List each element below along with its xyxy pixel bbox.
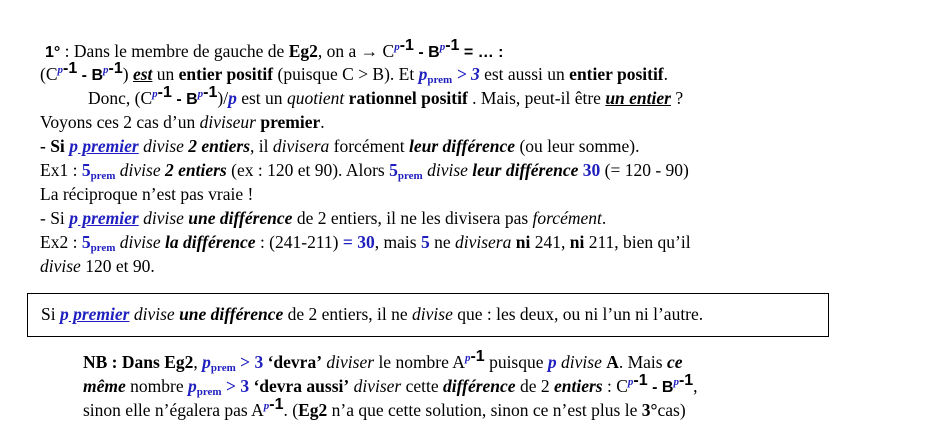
line-6 bbox=[40, 160, 689, 181]
line-10 bbox=[40, 256, 155, 277]
sub-prem: prem bbox=[397, 170, 423, 182]
nb-line-1 bbox=[83, 348, 683, 374]
text: Ex1 : bbox=[40, 160, 82, 180]
text: = … : bbox=[459, 44, 504, 61]
emphasis: diviser bbox=[322, 352, 375, 372]
line-5 bbox=[40, 136, 640, 157]
exp-p: p bbox=[673, 376, 679, 388]
text: de 2 bbox=[515, 376, 554, 396]
emphasis: entiers bbox=[554, 376, 603, 396]
exp-minus-1: -1 bbox=[470, 348, 485, 365]
p-var: p bbox=[69, 136, 78, 156]
text: (= 120 - 90) bbox=[600, 160, 689, 180]
text: Voyons ces 2 cas d’un bbox=[40, 112, 200, 132]
text: Si bbox=[41, 304, 60, 324]
text: , bbox=[693, 376, 698, 396]
text: )/ bbox=[217, 88, 229, 108]
exp-p: p bbox=[197, 88, 204, 100]
emphasis: 2 entiers bbox=[165, 160, 227, 180]
nb-line-3 bbox=[83, 396, 686, 421]
p-var: p bbox=[59, 304, 69, 324]
text: ? bbox=[670, 88, 684, 108]
text: - B bbox=[413, 44, 440, 61]
emphasis: rationnel positif bbox=[344, 88, 468, 108]
p-var: p bbox=[69, 208, 78, 228]
text: , mais bbox=[374, 232, 421, 252]
sub-prem: prem bbox=[210, 362, 236, 374]
text: (ex : 120 et 90). Alors bbox=[226, 160, 390, 180]
text: . bbox=[663, 64, 669, 84]
exp-p: p bbox=[103, 64, 109, 76]
text: : Dans le membre de gauche de bbox=[60, 41, 289, 61]
p-prem: p bbox=[202, 352, 211, 372]
text: Donc, (C bbox=[88, 88, 153, 108]
line-7 bbox=[40, 184, 253, 205]
text: 241, bbox=[530, 232, 570, 252]
exp-minus-1: -1 bbox=[63, 60, 78, 77]
text: - Si bbox=[40, 136, 70, 156]
text: , bbox=[193, 352, 203, 372]
text: 211, bien qu’il bbox=[584, 232, 691, 252]
exp-p: p bbox=[57, 64, 63, 76]
emphasis: quotient bbox=[286, 88, 345, 108]
text: . bbox=[601, 208, 607, 228]
eg2-ref: Eg2 bbox=[298, 400, 328, 420]
text: (ou leur somme). bbox=[515, 136, 640, 156]
text: divise bbox=[556, 352, 607, 372]
emphasis: ce bbox=[666, 352, 683, 372]
five: 5 bbox=[81, 232, 91, 252]
emphasis: ni bbox=[511, 232, 531, 252]
gt-3: > 3 bbox=[235, 352, 264, 372]
emphasis: ni bbox=[569, 232, 585, 252]
line-2 bbox=[40, 60, 669, 86]
p-prem: p bbox=[418, 64, 428, 84]
exp-minus-1: -1 bbox=[108, 60, 123, 77]
sub-prem: prem bbox=[90, 242, 116, 254]
text: divise bbox=[422, 160, 473, 180]
sub-prem: prem bbox=[90, 170, 116, 182]
emphasis: leur différence bbox=[408, 136, 516, 156]
text: (puisque C > B). Et bbox=[273, 64, 419, 84]
text: divise bbox=[138, 136, 189, 156]
text: NB : Dans bbox=[83, 352, 165, 372]
p-prem: p bbox=[187, 376, 197, 396]
emphasis: un entier bbox=[605, 88, 671, 108]
emphasis: 2 entiers bbox=[188, 136, 251, 156]
text: divise bbox=[138, 208, 189, 228]
text: le nombre A bbox=[374, 352, 465, 372]
eg2-ref: Eg2 bbox=[164, 352, 194, 372]
five: 5 bbox=[81, 160, 91, 180]
p-var: p bbox=[547, 352, 557, 372]
five: 5 bbox=[389, 160, 398, 180]
exp-p: p bbox=[627, 376, 634, 388]
text: . ( bbox=[283, 400, 299, 420]
emphasis: une différence bbox=[179, 304, 284, 324]
exp-minus-1: -1 bbox=[203, 84, 218, 101]
exp-p: p bbox=[152, 88, 158, 100]
text: : (241-211) bbox=[255, 232, 343, 252]
emphasis: ‘devra aussi’ bbox=[249, 376, 350, 396]
thirty: = 30 bbox=[342, 232, 375, 252]
emphasis: entier positif bbox=[178, 64, 274, 84]
emphasis: divisera bbox=[454, 232, 512, 252]
sub-prem: prem bbox=[196, 386, 222, 398]
line-3 bbox=[88, 84, 684, 110]
emphasis: diviser bbox=[349, 376, 402, 396]
text: . bbox=[320, 112, 325, 132]
text: forcément bbox=[329, 136, 409, 156]
exp-p: p bbox=[439, 41, 446, 53]
box-line bbox=[41, 304, 703, 325]
exp-minus-1: -1 bbox=[157, 84, 172, 101]
five: 5 bbox=[420, 232, 430, 252]
text: Ex2 : bbox=[40, 232, 82, 252]
text: La réciproque n’est pas vraie ! bbox=[40, 184, 254, 204]
text: divise bbox=[129, 304, 180, 324]
sub-prem: prem bbox=[427, 74, 453, 86]
line-4 bbox=[40, 112, 325, 133]
text: - B bbox=[647, 379, 674, 396]
emphasis: premier bbox=[255, 112, 321, 132]
exp-minus-1: -1 bbox=[678, 372, 694, 389]
text: divise bbox=[115, 160, 165, 180]
emphasis: une différence bbox=[188, 208, 293, 228]
emphasis: divisera bbox=[272, 136, 330, 156]
line-9 bbox=[40, 232, 691, 253]
text: ne bbox=[429, 232, 455, 252]
text: cette bbox=[401, 376, 444, 396]
emphasis: la différence bbox=[165, 232, 256, 252]
text: : C bbox=[602, 376, 628, 396]
emphasis: forcément bbox=[532, 208, 602, 228]
text: - Si bbox=[40, 208, 70, 228]
emphasis: divise bbox=[412, 304, 453, 324]
line-8 bbox=[40, 208, 606, 229]
text: . Mais, peut-il être bbox=[467, 88, 606, 108]
exp-p: p bbox=[394, 41, 400, 53]
text: A bbox=[606, 352, 619, 372]
emphasis: différence bbox=[443, 376, 516, 396]
exp-minus-1: -1 bbox=[633, 372, 648, 389]
exp-minus-1: -1 bbox=[399, 37, 414, 54]
text: 120 et 90. bbox=[80, 256, 155, 276]
text: n’a que cette solution, sinon ce n’est plus le bbox=[327, 400, 642, 420]
emphasis: est bbox=[132, 64, 153, 84]
boxed-statement bbox=[27, 293, 829, 337]
text: - B bbox=[171, 91, 198, 108]
text: que : les deux, ou ni l’un ni l’autre. bbox=[452, 304, 704, 324]
gt-3: > 3 bbox=[221, 376, 250, 396]
text: puisque bbox=[484, 352, 548, 372]
nb-line-2 bbox=[83, 372, 698, 398]
text: , on a → C bbox=[317, 41, 395, 61]
text: - B bbox=[77, 67, 104, 84]
exp-p: p bbox=[464, 352, 471, 364]
p-var: p bbox=[228, 88, 237, 108]
emphasis: même bbox=[83, 376, 126, 396]
thirty: 30 bbox=[578, 160, 601, 180]
text: cas) bbox=[657, 400, 686, 420]
text: . Mais bbox=[618, 352, 667, 372]
exp-minus-1: -1 bbox=[269, 396, 284, 413]
text: est aussi un bbox=[479, 64, 570, 84]
eg2-ref: Eg2 bbox=[288, 41, 318, 61]
emphasis: premier bbox=[68, 304, 130, 324]
text: divise bbox=[115, 232, 165, 252]
emphasis: premier bbox=[77, 208, 139, 228]
text: de 2 entiers, il ne bbox=[283, 304, 413, 324]
emphasis: leur différence bbox=[472, 160, 579, 180]
emphasis: premier bbox=[77, 136, 139, 156]
text: , il bbox=[250, 136, 273, 156]
text: sinon elle n’égalera pas A bbox=[83, 400, 264, 420]
text: ) bbox=[122, 64, 133, 84]
emphasis: entier positif bbox=[569, 64, 664, 84]
text: (C bbox=[40, 64, 58, 84]
emphasis: divise bbox=[40, 256, 81, 276]
text: un bbox=[152, 64, 179, 84]
section-number: 1° bbox=[45, 44, 61, 61]
exp-p: p bbox=[263, 400, 270, 412]
text: nombre bbox=[125, 376, 188, 396]
text: est un bbox=[236, 88, 287, 108]
emphasis: 3° bbox=[641, 400, 658, 420]
gt-3: > 3 bbox=[452, 64, 480, 84]
emphasis: diviseur bbox=[199, 112, 256, 132]
emphasis: ‘devra’ bbox=[263, 352, 323, 372]
exp-minus-1: -1 bbox=[445, 37, 460, 54]
text: de 2 entiers, il ne les divisera pas bbox=[292, 208, 533, 228]
